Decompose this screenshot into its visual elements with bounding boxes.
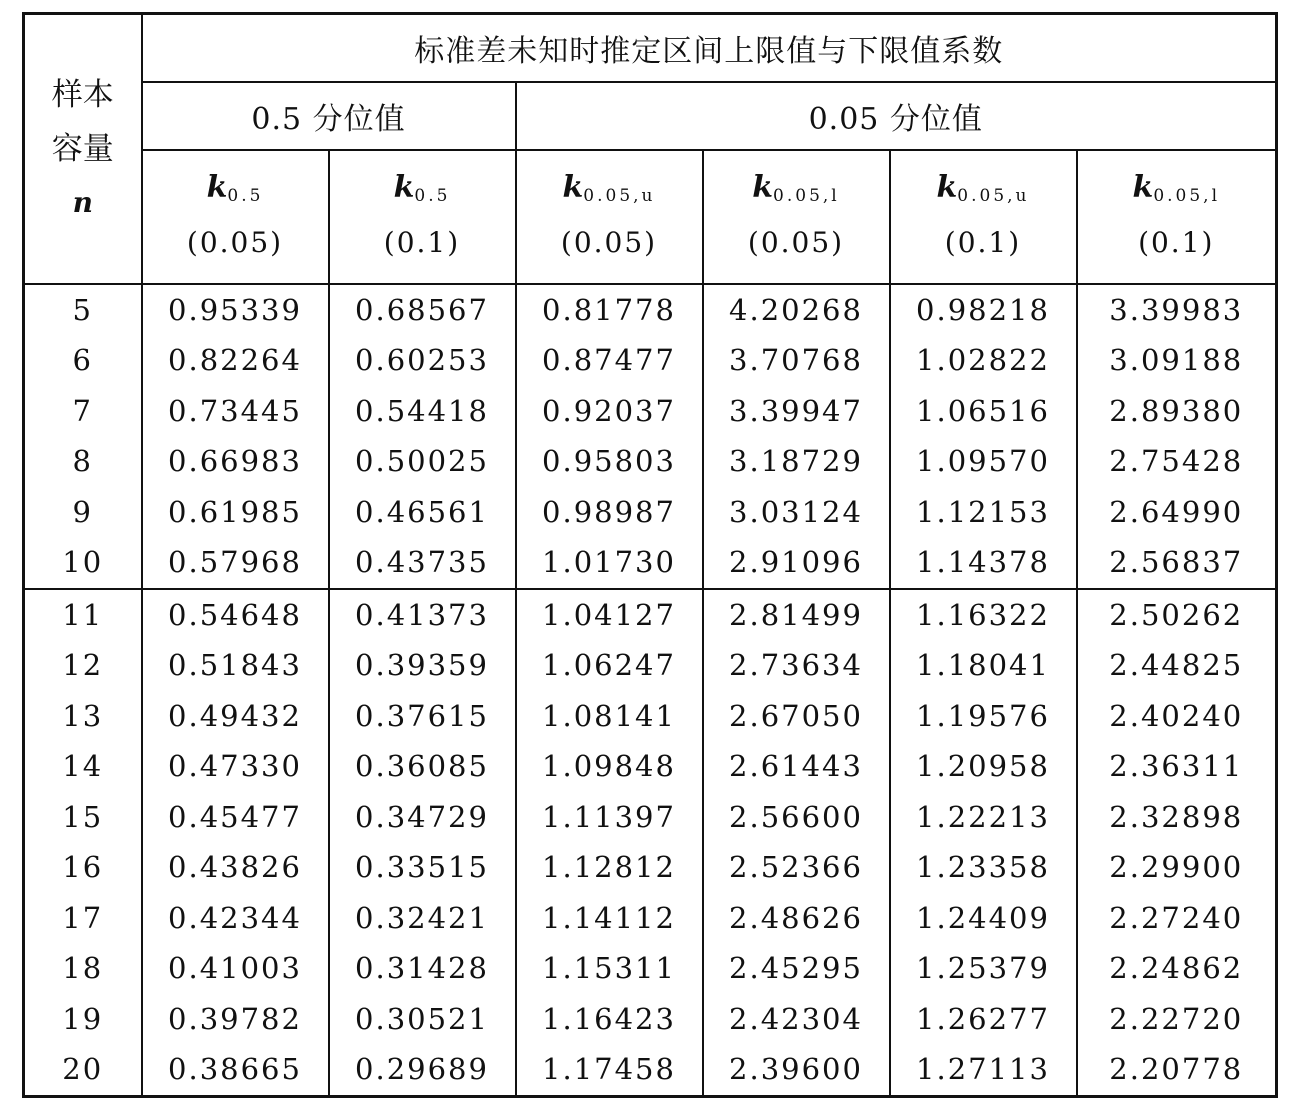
coefficient-header bbox=[516, 150, 703, 284]
coefficient-letter: k bbox=[752, 169, 774, 205]
coefficient-value-cell: 0.36085 bbox=[329, 741, 516, 792]
coefficient-value-cell: 0.54418 bbox=[329, 386, 516, 437]
coefficient-value-cell: 2.89380 bbox=[1077, 386, 1277, 437]
coefficient-value-cell: 0.41003 bbox=[142, 943, 329, 994]
coefficient-value-cell: 1.18041 bbox=[890, 640, 1077, 691]
coefficient-letter: k bbox=[936, 169, 958, 205]
coefficient-value-cell: 2.73634 bbox=[703, 640, 890, 691]
sample-size-label-line1: 样本 bbox=[51, 76, 114, 113]
coefficient-value-cell: 1.20958 bbox=[890, 741, 1077, 792]
coefficient-value-cell: 2.27240 bbox=[1077, 893, 1277, 944]
coefficient-symbol bbox=[330, 171, 515, 213]
coefficient-subscript: 0.05,l bbox=[773, 185, 840, 206]
table-row bbox=[24, 640, 1277, 691]
coefficient-value-cell: 0.47330 bbox=[142, 741, 329, 792]
coefficient-value-cell: 1.15311 bbox=[516, 943, 703, 994]
coefficient-value-cell: 0.81778 bbox=[516, 284, 703, 336]
coefficient-value-cell: 1.12153 bbox=[890, 487, 1077, 538]
coefficient-value-cell: 1.04127 bbox=[516, 589, 703, 641]
coefficient-value-cell: 1.23358 bbox=[890, 842, 1077, 893]
coefficient-value-cell: 2.56600 bbox=[703, 792, 890, 843]
table-row bbox=[24, 994, 1277, 1045]
coefficient-value-cell: 1.24409 bbox=[890, 893, 1077, 944]
coefficient-value-cell: 2.81499 bbox=[703, 589, 890, 641]
coefficient-value-cell: 2.91096 bbox=[703, 537, 890, 589]
coefficient-value-cell: 1.17458 bbox=[516, 1044, 703, 1096]
coefficient-value-cell: 2.52366 bbox=[703, 842, 890, 893]
coefficient-value-cell: 0.30521 bbox=[329, 994, 516, 1045]
coefficient-subscript: 0.05,u bbox=[957, 185, 1030, 206]
coefficient-value-cell: 2.61443 bbox=[703, 741, 890, 792]
coefficient-value-cell: 1.19576 bbox=[890, 691, 1077, 742]
table-row bbox=[24, 741, 1277, 792]
coefficient-value-cell: 0.87477 bbox=[516, 335, 703, 386]
coefficient-letter: k bbox=[206, 169, 228, 205]
coefficient-value-cell: 0.73445 bbox=[142, 386, 329, 437]
sample-size-cell: 6 bbox=[24, 335, 142, 386]
coefficient-value-cell: 2.22720 bbox=[1077, 994, 1277, 1045]
coefficient-value-cell: 1.16322 bbox=[890, 589, 1077, 641]
coefficient-value-cell: 3.18729 bbox=[703, 436, 890, 487]
coefficient-value-cell: 1.06516 bbox=[890, 386, 1077, 437]
coefficient-value-cell: 1.11397 bbox=[516, 792, 703, 843]
sample-size-cell: 19 bbox=[24, 994, 142, 1045]
coefficient-value-cell: 0.82264 bbox=[142, 335, 329, 386]
coefficient-header bbox=[890, 150, 1077, 284]
coefficient-value-cell: 0.45477 bbox=[142, 792, 329, 843]
coefficient-value-cell: 3.39983 bbox=[1077, 284, 1277, 336]
coefficient-value-cell: 2.24862 bbox=[1077, 943, 1277, 994]
coefficient-value-cell: 0.49432 bbox=[142, 691, 329, 742]
coefficient-value-cell: 1.16423 bbox=[516, 994, 703, 1045]
coefficient-letter: k bbox=[1132, 169, 1154, 205]
table-header bbox=[24, 14, 1277, 284]
confidence-level: (0.05) bbox=[186, 225, 284, 259]
coefficient-value-cell: 1.22213 bbox=[890, 792, 1077, 843]
coefficient-value-cell: 1.14112 bbox=[516, 893, 703, 944]
coefficient-value-cell: 0.31428 bbox=[329, 943, 516, 994]
sample-size-cell: 20 bbox=[24, 1044, 142, 1096]
coefficient-value-cell: 0.51843 bbox=[142, 640, 329, 691]
coefficient-value-cell: 1.06247 bbox=[516, 640, 703, 691]
coefficient-value-cell: 0.46561 bbox=[329, 487, 516, 538]
table-row bbox=[24, 537, 1277, 589]
sample-size-cell: 11 bbox=[24, 589, 142, 641]
coefficient-value-cell: 1.02822 bbox=[890, 335, 1077, 386]
coefficient-value-cell: 2.45295 bbox=[703, 943, 890, 994]
table-row bbox=[24, 1044, 1277, 1096]
coefficient-letter: k bbox=[393, 169, 415, 205]
table-body bbox=[24, 284, 1277, 1097]
coefficient-value-cell: 2.56837 bbox=[1077, 537, 1277, 589]
coefficient-header-row bbox=[24, 150, 1277, 284]
coefficient-value-cell: 3.09188 bbox=[1077, 335, 1277, 386]
table-row bbox=[24, 436, 1277, 487]
coefficient-value-cell: 2.48626 bbox=[703, 893, 890, 944]
coefficient-value-cell: 2.20778 bbox=[1077, 1044, 1277, 1096]
coefficient-symbol bbox=[704, 171, 889, 213]
coefficient-value-cell: 2.75428 bbox=[1077, 436, 1277, 487]
sample-size-cell: 16 bbox=[24, 842, 142, 893]
confidence-level: (0.1) bbox=[1138, 225, 1215, 259]
table-row bbox=[24, 691, 1277, 742]
table-row bbox=[24, 284, 1277, 336]
coefficient-value-cell: 4.20268 bbox=[703, 284, 890, 336]
group-header-median: 0.5 分位值 bbox=[142, 82, 516, 150]
sample-size-header bbox=[24, 14, 142, 284]
coefficient-value-cell: 2.39600 bbox=[703, 1044, 890, 1096]
coefficient-symbol bbox=[517, 171, 702, 213]
coefficient-value-cell: 2.44825 bbox=[1077, 640, 1277, 691]
sample-size-label-line2: 容量 bbox=[51, 130, 114, 167]
coefficient-value-cell: 0.68567 bbox=[329, 284, 516, 336]
sample-size-cell: 17 bbox=[24, 893, 142, 944]
coefficient-value-cell: 0.39782 bbox=[142, 994, 329, 1045]
sample-size-cell: 13 bbox=[24, 691, 142, 742]
coefficient-header bbox=[142, 150, 329, 284]
coefficient-value-cell: 1.09848 bbox=[516, 741, 703, 792]
table-row bbox=[24, 487, 1277, 538]
coefficient-value-cell: 0.98218 bbox=[890, 284, 1077, 336]
sample-size-cell: 12 bbox=[24, 640, 142, 691]
table-row bbox=[24, 386, 1277, 437]
coefficient-value-cell: 0.98987 bbox=[516, 487, 703, 538]
coefficient-value-cell: 3.39947 bbox=[703, 386, 890, 437]
coefficient-value-cell: 0.50025 bbox=[329, 436, 516, 487]
coefficient-symbol bbox=[891, 171, 1076, 213]
coefficient-value-cell: 3.03124 bbox=[703, 487, 890, 538]
group-header-5th-percentile: 0.05 分位值 bbox=[516, 82, 1277, 150]
coefficient-value-cell: 0.43735 bbox=[329, 537, 516, 589]
coefficient-value-cell: 0.61985 bbox=[142, 487, 329, 538]
coefficient-value-cell: 2.36311 bbox=[1077, 741, 1277, 792]
coefficient-value-cell: 0.38665 bbox=[142, 1044, 329, 1096]
coefficient-value-cell: 0.92037 bbox=[516, 386, 703, 437]
coefficient-value-cell: 1.08141 bbox=[516, 691, 703, 742]
table-row bbox=[24, 842, 1277, 893]
coefficient-subscript: 0.05,u bbox=[583, 185, 656, 206]
sample-size-cell: 14 bbox=[24, 741, 142, 792]
coefficient-value-cell: 0.41373 bbox=[329, 589, 516, 641]
confidence-level: (0.1) bbox=[944, 225, 1022, 259]
coefficient-value-cell: 2.40240 bbox=[1077, 691, 1277, 742]
coefficient-value-cell: 2.29900 bbox=[1077, 842, 1277, 893]
coefficient-value-cell: 2.50262 bbox=[1077, 589, 1277, 641]
sample-size-symbol: n bbox=[72, 185, 93, 219]
confidence-level: (0.05) bbox=[560, 225, 658, 259]
coefficient-header bbox=[1077, 150, 1277, 284]
coefficient-value-cell: 2.42304 bbox=[703, 994, 890, 1045]
coefficient-value-cell: 0.29689 bbox=[329, 1044, 516, 1096]
sample-size-cell: 7 bbox=[24, 386, 142, 437]
sample-size-cell: 8 bbox=[24, 436, 142, 487]
coefficient-value-cell: 1.26277 bbox=[890, 994, 1077, 1045]
coefficient-value-cell: 0.54648 bbox=[142, 589, 329, 641]
coefficient-value-cell: 1.12812 bbox=[516, 842, 703, 893]
coefficient-value-cell: 1.01730 bbox=[516, 537, 703, 589]
coefficient-value-cell: 1.14378 bbox=[890, 537, 1077, 589]
coefficient-value-cell: 0.66983 bbox=[142, 436, 329, 487]
coefficient-value-cell: 0.42344 bbox=[142, 893, 329, 944]
coefficient-subscript: 0.05,l bbox=[1153, 185, 1221, 206]
coefficient-value-cell: 0.39359 bbox=[329, 640, 516, 691]
coefficient-value-cell: 0.57968 bbox=[142, 537, 329, 589]
coefficient-header bbox=[703, 150, 890, 284]
coefficient-value-cell: 2.32898 bbox=[1077, 792, 1277, 843]
coefficient-value-cell: 0.32421 bbox=[329, 893, 516, 944]
coefficient-header bbox=[329, 150, 516, 284]
coefficient-value-cell: 3.70768 bbox=[703, 335, 890, 386]
coefficient-value-cell: 0.37615 bbox=[329, 691, 516, 742]
table-row bbox=[24, 943, 1277, 994]
table-row bbox=[24, 589, 1277, 641]
coefficient-value-cell: 0.95339 bbox=[142, 284, 329, 336]
sample-size-cell: 5 bbox=[24, 284, 142, 336]
coefficient-value-cell: 0.60253 bbox=[329, 335, 516, 386]
confidence-level: (0.05) bbox=[747, 225, 845, 259]
coefficient-value-cell: 0.33515 bbox=[329, 842, 516, 893]
table-row bbox=[24, 335, 1277, 386]
coefficient-value-cell: 2.67050 bbox=[703, 691, 890, 742]
coefficient-value-cell: 1.25379 bbox=[890, 943, 1077, 994]
coefficient-symbol bbox=[143, 171, 328, 213]
table-title: 标准差未知时推定区间上限值与下限值系数 bbox=[142, 14, 1277, 82]
sample-size-cell: 9 bbox=[24, 487, 142, 538]
coefficient-symbol bbox=[1078, 171, 1276, 213]
coefficient-value-cell: 0.34729 bbox=[329, 792, 516, 843]
table-row bbox=[24, 792, 1277, 843]
coefficient-value-cell: 1.09570 bbox=[890, 436, 1077, 487]
coefficient-value-cell: 1.27113 bbox=[890, 1044, 1077, 1096]
coefficient-value-cell: 0.43826 bbox=[142, 842, 329, 893]
coefficient-value-cell: 2.64990 bbox=[1077, 487, 1277, 538]
sample-size-cell: 15 bbox=[24, 792, 142, 843]
coefficient-subscript: 0.5 bbox=[227, 185, 264, 206]
coefficient-subscript: 0.5 bbox=[414, 185, 451, 206]
coefficient-letter: k bbox=[562, 169, 584, 205]
coefficient-table bbox=[22, 12, 1278, 1098]
sample-size-cell: 10 bbox=[24, 537, 142, 589]
table-row bbox=[24, 893, 1277, 944]
sample-size-cell: 18 bbox=[24, 943, 142, 994]
coefficient-value-cell: 0.95803 bbox=[516, 436, 703, 487]
confidence-level: (0.1) bbox=[383, 225, 461, 259]
